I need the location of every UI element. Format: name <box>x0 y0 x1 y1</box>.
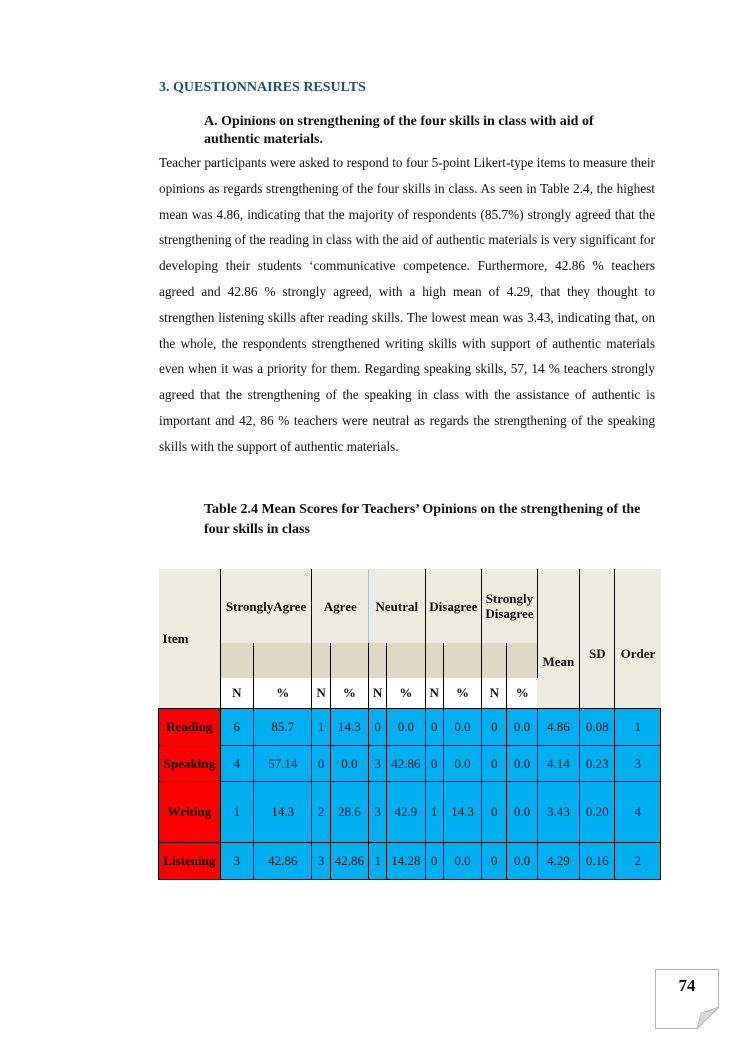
header-shade-cell <box>425 643 443 678</box>
header-n: N <box>369 678 387 708</box>
header-n: N <box>220 678 253 708</box>
header-n: N <box>482 678 507 708</box>
cell-ne-p: 42.86 <box>387 745 425 781</box>
cell-d-n: 0 <box>425 708 443 745</box>
cell-sd-n: 0 <box>482 842 507 879</box>
header-sd: SD <box>580 569 615 708</box>
page-number: 74 <box>678 976 696 995</box>
row-skill-label: Reading <box>159 708 221 745</box>
cell-ne-n: 0 <box>369 708 387 745</box>
header-shade-cell <box>253 643 312 678</box>
header-pct: % <box>507 678 537 708</box>
body-paragraph: Teacher participants were asked to respond to four 5-point Likert-type items to measure their opinions as regards strengthening of the four skills in class. As seen in Table 2.4, the highest mean was 4.86, indicating that the majority of respondents (85.7%) strongly agreed that the strengthening of the reading in class with the aid of authentic materials is very significant for developing their students ‘communicative competence. Furthermore, 42.86 % teachers agreed and 42.86 % strongly agreed, with a high mean of 4.29, that they thought to strengthen listening skills after reading skills. The lowest mean was 3.43, indicating that, on the whole, the respondents strengthened writing skills with support of authentic materials even when it was a priority for them. Regarding speaking skills, 57, 14 % teachers strongly agreed that the strengthening of the speaking in class with the assistance of authentic is important and 42, 86 % teachers were neutral as regards the strengthening of the speaking skills with the support of authentic materials. <box>159 155 655 454</box>
table-row <box>159 781 661 842</box>
cell-sd: 0.08 <box>580 708 615 745</box>
cell-sa-n: 3 <box>220 842 253 879</box>
row-skill-label: Listening <box>159 842 221 879</box>
cell-sa-n: 1 <box>220 781 253 842</box>
cell-sd-p: 0.0 <box>507 708 537 745</box>
cell-sd-p: 0.0 <box>507 842 537 879</box>
cell-sd-n: 0 <box>482 708 507 745</box>
cell-sa-p: 14.3 <box>253 781 312 842</box>
header-shade-cell <box>443 643 481 678</box>
cell-sd-p: 0.0 <box>507 781 537 842</box>
cell-mean: 4.29 <box>537 842 579 879</box>
cell-sa-n: 6 <box>220 708 253 745</box>
cell-mean: 3.43 <box>537 781 579 842</box>
header-n: N <box>425 678 443 708</box>
cell-sd-p: 0.0 <box>507 745 537 781</box>
table-row <box>159 745 661 781</box>
header-n: N <box>312 678 330 708</box>
header-shade-cell <box>482 643 507 678</box>
cell-order: 1 <box>615 708 661 745</box>
header-shade-cell <box>330 643 368 678</box>
cell-a-p: 14.3 <box>330 708 368 745</box>
cell-order: 2 <box>615 842 661 879</box>
cell-a-n: 1 <box>312 708 330 745</box>
cell-ne-p: 0.0 <box>387 708 425 745</box>
header-pct: % <box>330 678 368 708</box>
cell-sa-p: 42.86 <box>253 842 312 879</box>
header-agree: Agree <box>312 569 369 643</box>
header-disagree: Disagree <box>425 569 482 643</box>
cell-sd: 0.23 <box>580 745 615 781</box>
cell-d-p: 0.0 <box>443 842 481 879</box>
cell-ne-n: 3 <box>369 781 387 842</box>
header-strongly-disagree: Strongly Disagree <box>482 569 538 643</box>
cell-sd-n: 0 <box>482 781 507 842</box>
cell-d-n: 1 <box>425 781 443 842</box>
table-caption: Table 2.4 Mean Scores for Teachers’ Opinions on the strengthening of the four skills in class <box>204 502 641 537</box>
header-shade-cell <box>220 643 253 678</box>
table-row <box>159 842 661 879</box>
cell-a-n: 2 <box>312 781 330 842</box>
cell-mean: 4.86 <box>537 708 579 745</box>
cell-sa-p: 57.14 <box>253 745 312 781</box>
cell-sd: 0.20 <box>580 781 615 842</box>
section-heading: 3. QUESTIONNAIRES RESULTS <box>159 80 366 95</box>
header-shade-cell <box>507 643 537 678</box>
cell-sa-n: 4 <box>220 745 253 781</box>
cell-sd-n: 0 <box>482 745 507 781</box>
cell-order: 4 <box>615 781 661 842</box>
cell-a-n: 0 <box>312 745 330 781</box>
row-skill-label: Writing <box>159 781 221 842</box>
header-neutral: Neutral <box>369 569 426 643</box>
cell-sd: 0.16 <box>580 842 615 879</box>
cell-order: 3 <box>615 745 661 781</box>
header-order: Order <box>615 569 661 708</box>
cell-ne-p: 14.28 <box>387 842 425 879</box>
cell-d-p: 0.0 <box>443 708 481 745</box>
header-pct: % <box>253 678 312 708</box>
page-number-box <box>655 969 719 1029</box>
header-shade-cell <box>387 643 425 678</box>
cell-a-p: 42.86 <box>330 842 368 879</box>
cell-ne-n: 3 <box>369 745 387 781</box>
subsection-heading: A. Opinions on strengthening of the four skills in class with aid of authentic materials. <box>204 114 594 147</box>
header-pct: % <box>387 678 425 708</box>
cell-ne-n: 1 <box>369 842 387 879</box>
header-pct: % <box>443 678 481 708</box>
header-item: Item <box>159 569 221 708</box>
cell-sa-p: 85.7 <box>253 708 312 745</box>
cell-a-p: 0.0 <box>330 745 368 781</box>
cell-ne-p: 42.9 <box>387 781 425 842</box>
header-mean: Mean <box>537 569 579 708</box>
table-row <box>159 708 661 745</box>
cell-d-n: 0 <box>425 745 443 781</box>
cell-a-n: 3 <box>312 842 330 879</box>
header-shade-cell <box>312 643 330 678</box>
row-skill-label: Speaking <box>159 745 221 781</box>
header-strongly-agree: StronglyAgree <box>220 569 312 643</box>
cell-mean: 4.14 <box>537 745 579 781</box>
page-curl-icon <box>697 1007 719 1029</box>
cell-d-n: 0 <box>425 842 443 879</box>
header-shade-cell <box>369 643 387 678</box>
results-table <box>158 569 661 880</box>
cell-a-p: 28.6 <box>330 781 368 842</box>
cell-d-p: 14.3 <box>443 781 481 842</box>
cell-d-p: 0.0 <box>443 745 481 781</box>
